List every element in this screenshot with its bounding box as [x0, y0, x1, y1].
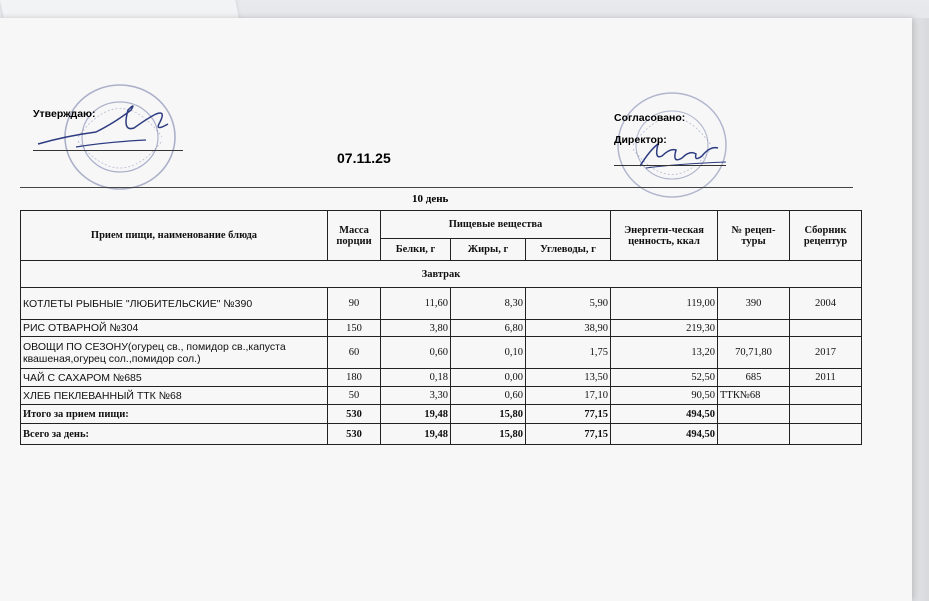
header-row: [21, 211, 862, 239]
menu-table: [20, 210, 862, 445]
recipe-number: [718, 320, 790, 337]
recipe-collection: 2017: [790, 337, 862, 369]
total-meal-energy: 494,50: [611, 405, 718, 424]
director-label: Директор:: [614, 134, 667, 146]
col-header-mass: Масса порции: [328, 211, 381, 261]
signature-left: [36, 92, 186, 162]
table-row: [21, 288, 862, 320]
total-day-label: Всего за день:: [21, 424, 328, 445]
table-row: [21, 369, 862, 387]
total-meal-protein: 19,48: [381, 405, 451, 424]
empty-cell: [790, 405, 862, 424]
dish-name: ЧАЙ С САХАРОМ №685: [21, 369, 328, 387]
protein: 3,80: [381, 320, 451, 337]
fat: 0,00: [451, 369, 526, 387]
total-meal-row: [21, 405, 862, 424]
approve-label: Утверждаю:: [33, 108, 96, 120]
col-header-protein: Белки, г: [381, 239, 451, 261]
section-title: Завтрак: [21, 261, 862, 288]
total-day-carbs: 77,15: [526, 424, 611, 445]
recipe-collection: 2011: [790, 369, 862, 387]
director-signature-line: [614, 165, 726, 166]
fat: 0,10: [451, 337, 526, 369]
recipe-number: 390: [718, 288, 790, 320]
energy: 219,30: [611, 320, 718, 337]
table-row: [21, 337, 862, 369]
col-header-dish: Прием пищи, наименование блюда: [21, 211, 328, 261]
total-meal-fat: 15,80: [451, 405, 526, 424]
total-day-energy: 494,50: [611, 424, 718, 445]
protein: 0,18: [381, 369, 451, 387]
carbs: 1,75: [526, 337, 611, 369]
document-date: 07.11.25: [337, 150, 391, 166]
protein: 11,60: [381, 288, 451, 320]
empty-cell: [718, 405, 790, 424]
recipe-number: ТТК№68: [718, 387, 790, 405]
col-header-nutrients: Пищевые вещества: [381, 211, 611, 239]
total-meal-carbs: 77,15: [526, 405, 611, 424]
recipe-number: 70,71,80: [718, 337, 790, 369]
mass: 90: [328, 288, 381, 320]
agreed-label: Согласовано:: [614, 112, 686, 124]
protein: 3,30: [381, 387, 451, 405]
carbs: 38,90: [526, 320, 611, 337]
energy: 119,00: [611, 288, 718, 320]
energy: 90,50: [611, 387, 718, 405]
mass: 180: [328, 369, 381, 387]
energy: 13,20: [611, 337, 718, 369]
col-header-recipe: № рецеп-туры: [718, 211, 790, 261]
empty-cell: [790, 424, 862, 445]
total-meal-mass: 530: [328, 405, 381, 424]
divider: [20, 187, 853, 188]
fat: 0,60: [451, 387, 526, 405]
recipe-collection: [790, 387, 862, 405]
fat: 6,80: [451, 320, 526, 337]
mass: 150: [328, 320, 381, 337]
fat: 8,30: [451, 288, 526, 320]
dish-name: РИС ОТВАРНОЙ №304: [21, 320, 328, 337]
col-header-collection: Сборник рецептур: [790, 211, 862, 261]
table-row: [21, 320, 862, 337]
mass: 60: [328, 337, 381, 369]
total-day-mass: 530: [328, 424, 381, 445]
day-title: 10 день: [412, 193, 449, 205]
total-day-fat: 15,80: [451, 424, 526, 445]
section-row: [21, 261, 862, 288]
total-day-row: [21, 424, 862, 445]
dish-name: ОВОЩИ ПО СЕЗОНУ(огурец св., помидор св.,капуста квашеная,огурец сол.,помидор сол.): [21, 337, 328, 369]
protein: 0,60: [381, 337, 451, 369]
col-header-energy: Энергети-ческая ценность, ккал: [611, 211, 718, 261]
dish-name: ХЛЕБ ПЕКЛЕВАННЫЙ ТТК №68: [21, 387, 328, 405]
recipe-collection: [790, 320, 862, 337]
dish-name: КОТЛЕТЫ РЫБНЫЕ "ЛЮБИТЕЛЬСКИЕ" №390: [21, 288, 328, 320]
total-meal-label: Итого за прием пищи:: [21, 405, 328, 424]
carbs: 13,50: [526, 369, 611, 387]
approve-signature-line: [33, 150, 183, 151]
recipe-collection: 2004: [790, 288, 862, 320]
col-header-carbs: Углеводы, г: [526, 239, 611, 261]
col-header-fat: Жиры, г: [451, 239, 526, 261]
carbs: 17,10: [526, 387, 611, 405]
mass: 50: [328, 387, 381, 405]
empty-cell: [718, 424, 790, 445]
table-row: [21, 387, 862, 405]
recipe-number: 685: [718, 369, 790, 387]
energy: 52,50: [611, 369, 718, 387]
total-day-protein: 19,48: [381, 424, 451, 445]
carbs: 5,90: [526, 288, 611, 320]
